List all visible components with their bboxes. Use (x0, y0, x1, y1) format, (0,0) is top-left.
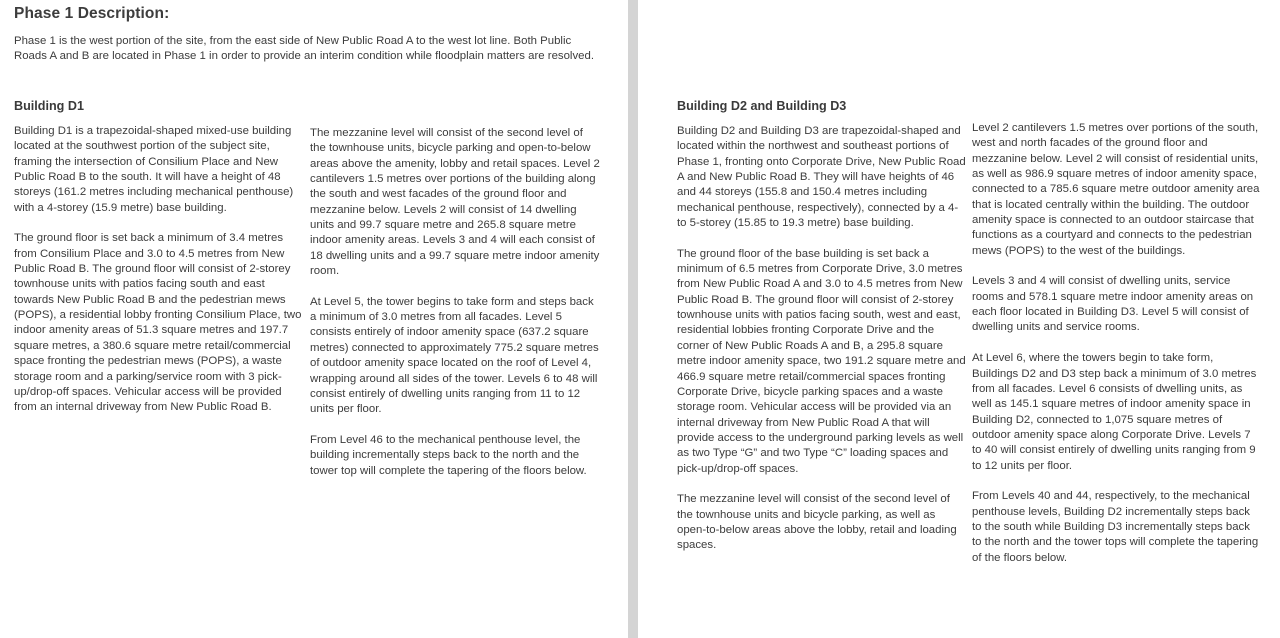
document-page-left (0, 0, 628, 638)
phase-title: Phase 1 Description: (14, 5, 170, 22)
paragraph: The mezzanine level will consist of the second level of the townhouse units and bicycle parking, as well as open-to-below areas above the lobby, retail and loading spaces. (677, 493, 957, 552)
paragraph: From Levels 40 and 44, respectively, to the mechanical penthouse levels, Building D2 incrementally steps back to the south while Building D3 incrementally steps back to the north and the tower tops will complete the tapering of the floors below. (972, 490, 1259, 564)
building-d1-column-2 (310, 126, 600, 479)
page-divider (628, 0, 638, 638)
building-d1-column-1 (14, 124, 304, 416)
building-d2-d3-column-1 (677, 124, 966, 554)
paragraph: The ground floor is set back a minimum of 3.4 metres from Consilium Place and 3.0 to 4.5 metres from New Public Road B. The ground floor will consist of 2-storey townhouse units with patios facing south and east towards New Public Road B and the pedestrian mews (POPS), a residential lobby fronting Consilium Place, two indoor amenity areas of 51.3 square metres and 197.7 square metres, a 380.6 square metre retail/commercial space fronting the pedestrian mews (POPS), a waste storage room and a parking/service room with 3 pick-up/drop-off spaces. Vehicular access will be provided from an internal driveway from New Public Road B. (14, 232, 302, 414)
building-d2-d3-heading: Building D2 and Building D3 (677, 99, 847, 113)
paragraph: Level 2 cantilevers 1.5 metres over portions of the south, west and north facades of the ground floor and mezzanine below. Level 2 will consist of residential units, as well as 986.9 square metres of indoor amenity space, connected to a 785.6 square metre outdoor amenity area that is located centrally within the building. The outdoor amenity space is connected to an outdoor staircase that functions as a courtyard and connects to the pedestrian mews (POPS) to the west of the buildings. (972, 122, 1260, 257)
paragraph: From Level 46 to the mechanical penthouse level, the building incrementally steps back to the north and the tower top will complete the tapering of the floors below. (310, 433, 587, 477)
paragraph: Levels 3 and 4 will consist of dwelling units, service rooms and 578.1 square metre indoor amenity areas on each floor located in Building D3. Level 5 will consist of dwelling units and service rooms. (972, 275, 1254, 334)
building-d1-heading: Building D1 (14, 99, 84, 113)
building-d2-d3-column-2 (972, 121, 1262, 566)
phase-intro-paragraph: Phase 1 is the west portion of the site, from the east side of New Public Road A to the west lot line. Both Public Roads A and B are located in Phase 1 in order to provide an interim condition while floodplain matters are resolved. (14, 35, 594, 63)
paragraph: Building D2 and Building D3 are trapezoidal-shaped and located within the northwest and southeast portions of Phase 1, fronting onto Corporate Drive, New Public Road A and New Public Road B. They will have heights of 46 and 44 storeys (155.8 and 150.4 metres including mechanical penthouse, respectively), connected by a 4- to 5-storey (15.85 to 19.3 metre) base building. (677, 125, 966, 230)
paragraph: The mezzanine level will consist of the second level of the townhouse units, bicycle parking and open-to-below areas above the amenity, lobby and retail spaces. Level 2 cantilevers 1.5 metres over portions of the building along the south and west facades of the ground floor and mezzanine below. Levels 2 will consist of 14 dwelling units and 99.7 square metre and 265.8 square metre indoor amenity areas. Levels 3 and 4 will each consist of 18 dwelling units and a 99.7 square metre indoor amenity room. (310, 127, 600, 278)
document-page-right (638, 0, 1280, 638)
paragraph: Building D1 is a trapezoidal-shaped mixed-use building located at the southwest portion of the subject site, framing the intersection of Consilium Place and New Public Road B to the south. It will have a height of 48 storeys (161.2 metres including mechanical penthouse) with a 4-storey (15.9 metre) base building. (14, 125, 294, 214)
paragraph: The ground floor of the base building is set back a minimum of 6.5 metres from Corporate Drive, 3.0 metres from New Public Road A and 3.0 to 4.5 metres from New Public Road B. The ground floor will consist of 2-storey townhouse units with patios facing south, west and east, residential lobbies fronting Corporate Drive and the corner of New Public Roads A and B, a 295.8 square metre indoor amenity space, two 191.2 square metre and 466.9 square metre retail/commercial spaces fronting Corporate Drive, bicycle parking spaces and a waste storage room. Vehicular access will be provided via an internal driveway from New Public Road A that will provide access to the underground parking levels as well as two Type “G” and two Type “C” loading spaces and pick-up/drop-off spaces. (677, 247, 966, 475)
paragraph: At Level 5, the tower begins to take form and steps back a minimum of 3.0 metres from all facades. Level 5 consists entirely of indoor amenity space (637.2 square metres) connected to approximately 775.2 square metres of outdoor amenity space located on the roof of Level 4, wrapping around all sides of the tower. Levels 6 to 48 will consist entirely of dwelling units ranging from 11 to 12 units per floor. (310, 295, 599, 416)
paragraph: At Level 6, where the towers begin to take form, Buildings D2 and D3 step back a minimum of 3.0 metres from all facades. Level 6 consists of dwelling units, as well as 145.1 square metres of indoor amenity space in Building D2, connected to 1,075 square metres of outdoor amenity space along Corporate Drive. Levels 7 to 40 will consist entirely of dwelling units ranging from 9 to 12 units per floor. (972, 352, 1257, 472)
